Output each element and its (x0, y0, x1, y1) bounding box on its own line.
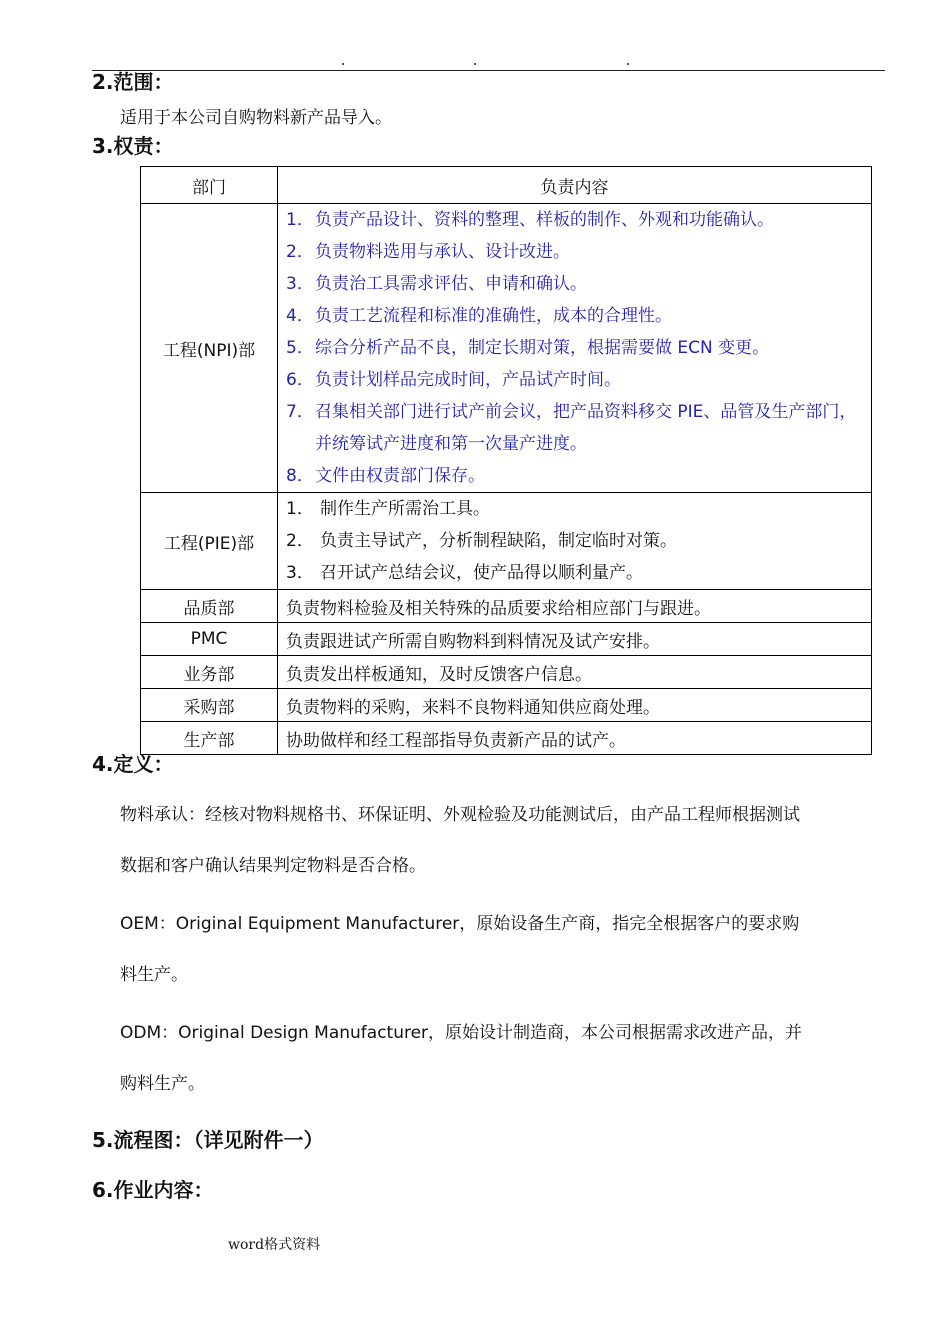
table-row (141, 722, 872, 755)
content-cell: 负责物料检验及相关特殊的品质要求给相应部门与跟进。 (278, 590, 872, 623)
dept-pie: 工程(PIE)部 (141, 493, 278, 590)
dept-npi: 工程(NPI)部 (141, 204, 278, 493)
definition-line: ODM：Original Design Manufacturer，原始设计制造商，本公司根据需求改进产品，并 (120, 1023, 803, 1043)
list-item: 5． 综合分析产品不良，制定长期对策，根据需要做 ECN 变更。 (286, 338, 770, 358)
header-dot (627, 63, 629, 65)
flowchart-heading: 5.流程图：（详见附件一） (92, 1128, 324, 1152)
scope-text: 适用于本公司自购物料新产品导入。 (120, 108, 392, 128)
list-item: 1． 制作生产所需治工具。 (286, 499, 490, 519)
scope-heading: 2.范围： (92, 70, 174, 94)
dept-cell: 采购部 (141, 689, 278, 722)
header-rule (92, 70, 885, 71)
definition-line: 物料承认：经核对物料规格书、环保证明、外观检验及功能测试后，由产品工程师根据测试 (120, 805, 800, 825)
table-row (141, 493, 872, 590)
table-header-row (141, 167, 872, 204)
list-item: 7． 召集相关部门进行试产前会议，把产品资料移交 PIE、品管及生产部门，并统筹试产进度和第一次量产进度。 (286, 402, 857, 454)
list-item: 3． 召开试产总结会议，使产品得以顺利量产。 (286, 563, 643, 583)
definition-line: 料生产。 (120, 965, 188, 985)
responsibility-heading: 3.权责： (92, 134, 174, 158)
list-item: 2． 负责物料选用与承认、设计改进。 (286, 242, 570, 262)
work-heading: 6.作业内容： (92, 1178, 214, 1202)
header-content: 负责内容 (278, 167, 872, 204)
dept-cell: PMC (141, 623, 278, 656)
npi-content (278, 204, 872, 493)
dept-cell: 业务部 (141, 656, 278, 689)
content-cell: 协助做样和经工程部指导负责新产品的试产。 (278, 722, 872, 755)
header-dot (342, 63, 344, 65)
list-item: 8． 文件由权责部门保存。 (286, 466, 485, 486)
table-row (141, 656, 872, 689)
pie-content (278, 493, 872, 590)
list-item: 3． 负责治工具需求评估、申请和确认。 (286, 274, 587, 294)
definition-line: OEM：Original Equipment Manufacturer，原始设备生产商，指完全根据客户的要求购 (120, 914, 800, 934)
header-dot (474, 63, 476, 65)
content-cell: 负责物料的采购，来料不良物料通知供应商处理。 (278, 689, 872, 722)
content-cell: 负责跟进试产所需自购物料到料情况及试产安排。 (278, 623, 872, 656)
definition-line: 购料生产。 (120, 1074, 205, 1094)
dept-cell: 品质部 (141, 590, 278, 623)
table-row (141, 623, 872, 656)
definition-line: 数据和客户确认结果判定物料是否合格。 (120, 856, 426, 876)
list-item: 4． 负责工艺流程和标准的准确性，成本的合理性。 (286, 306, 672, 326)
list-item: 6． 负责计划样品完成时间，产品试产时间。 (286, 370, 621, 390)
list-item: 1． 负责产品设计、资料的整理、样板的制作、外观和功能确认。 (286, 210, 774, 230)
list-item: 2． 负责主导试产，分析制程缺陷，制定临时对策。 (286, 531, 677, 551)
header-dept: 部门 (141, 167, 278, 204)
table-row (141, 689, 872, 722)
table-row (141, 590, 872, 623)
responsibility-table (140, 166, 872, 755)
table-row (141, 204, 872, 493)
definitions-heading: 4.定义： (92, 752, 174, 776)
content-cell: 负责发出样板通知，及时反馈客户信息。 (278, 656, 872, 689)
dept-cell: 生产部 (141, 722, 278, 755)
footer-text: word格式资料 (228, 1237, 321, 1253)
